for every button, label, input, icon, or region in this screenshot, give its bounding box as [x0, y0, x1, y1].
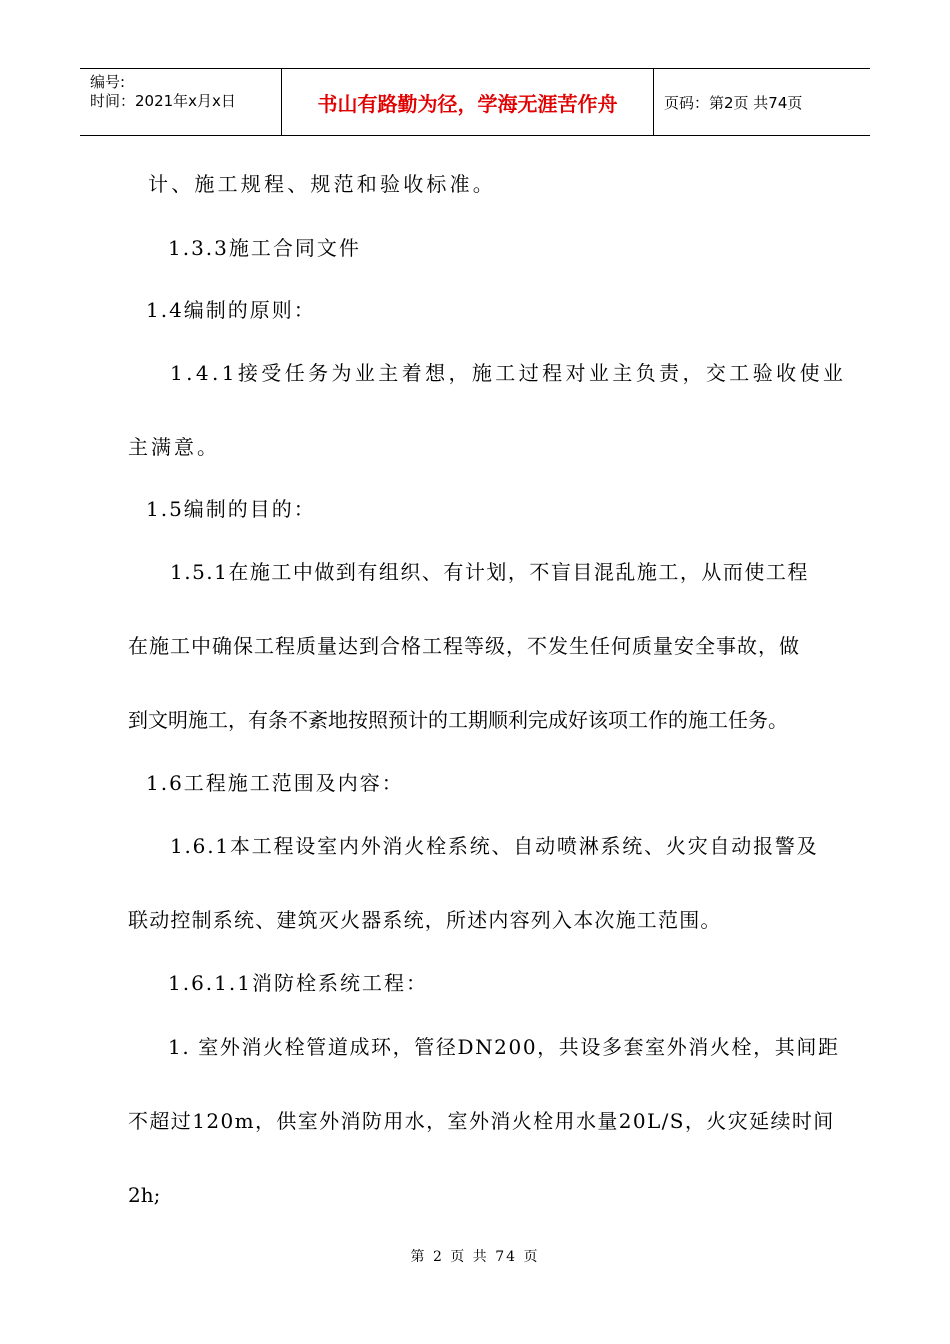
- body-line: 1.5编制的目的：: [146, 497, 316, 521]
- body-line: 1.6工程施工范围及内容：: [146, 771, 404, 795]
- header-page-info: 页码：第2页 共74页: [664, 93, 803, 112]
- body-line: 1.5.1在施工中做到有组织、有计划，不盲目混乱施工，从而使工程: [170, 560, 809, 584]
- body-line: 1.6.1.1消防栓系统工程：: [168, 971, 428, 995]
- page-footer: 第 2 页 共 74 页: [410, 1249, 540, 1265]
- header-meta: [80, 69, 282, 135]
- header-motto: 书山有路勤为径，学海无涯苦作舟: [282, 69, 654, 135]
- body-line: 1.6.1本工程设室内外消火栓系统、自动喷淋系统、火灾自动报警及: [170, 834, 819, 858]
- body-line: 计、施工规程、规范和验收标准。: [148, 172, 496, 196]
- body-line: 1. 室外消火栓管道成环，管径DN200，共设多套室外消火栓，其间距: [168, 1035, 840, 1059]
- code-label: 编号:: [90, 73, 126, 91]
- body-line: 联动控制系统、建筑灭火器系统，所述内容列入本次施工范围。: [128, 908, 722, 932]
- time-label: 时间：2021年x月x日: [90, 92, 236, 110]
- body-line: 到文明施工，有条不紊地按照预计的工期顺利完成好该项工作的施工任务。: [128, 708, 788, 732]
- body-line: 1.3.3施工合同文件: [168, 236, 361, 260]
- body-line: 1.4编制的原则：: [146, 298, 316, 322]
- body-line: 1.4.1接受任务为业主着想，施工过程对业主负责，交工验收使业: [170, 361, 847, 385]
- body-line: 主满意。: [128, 435, 220, 459]
- body-line: 在施工中确保工程质量达到合格工程等级，不发生任何质量安全事故，做: [128, 634, 800, 658]
- body-line: 不超过120m，供室外消防用水，室外消火栓用水量20L/S，火灾延续时间: [128, 1109, 835, 1133]
- page-header: [80, 68, 870, 136]
- body-line: 2h;: [128, 1183, 161, 1207]
